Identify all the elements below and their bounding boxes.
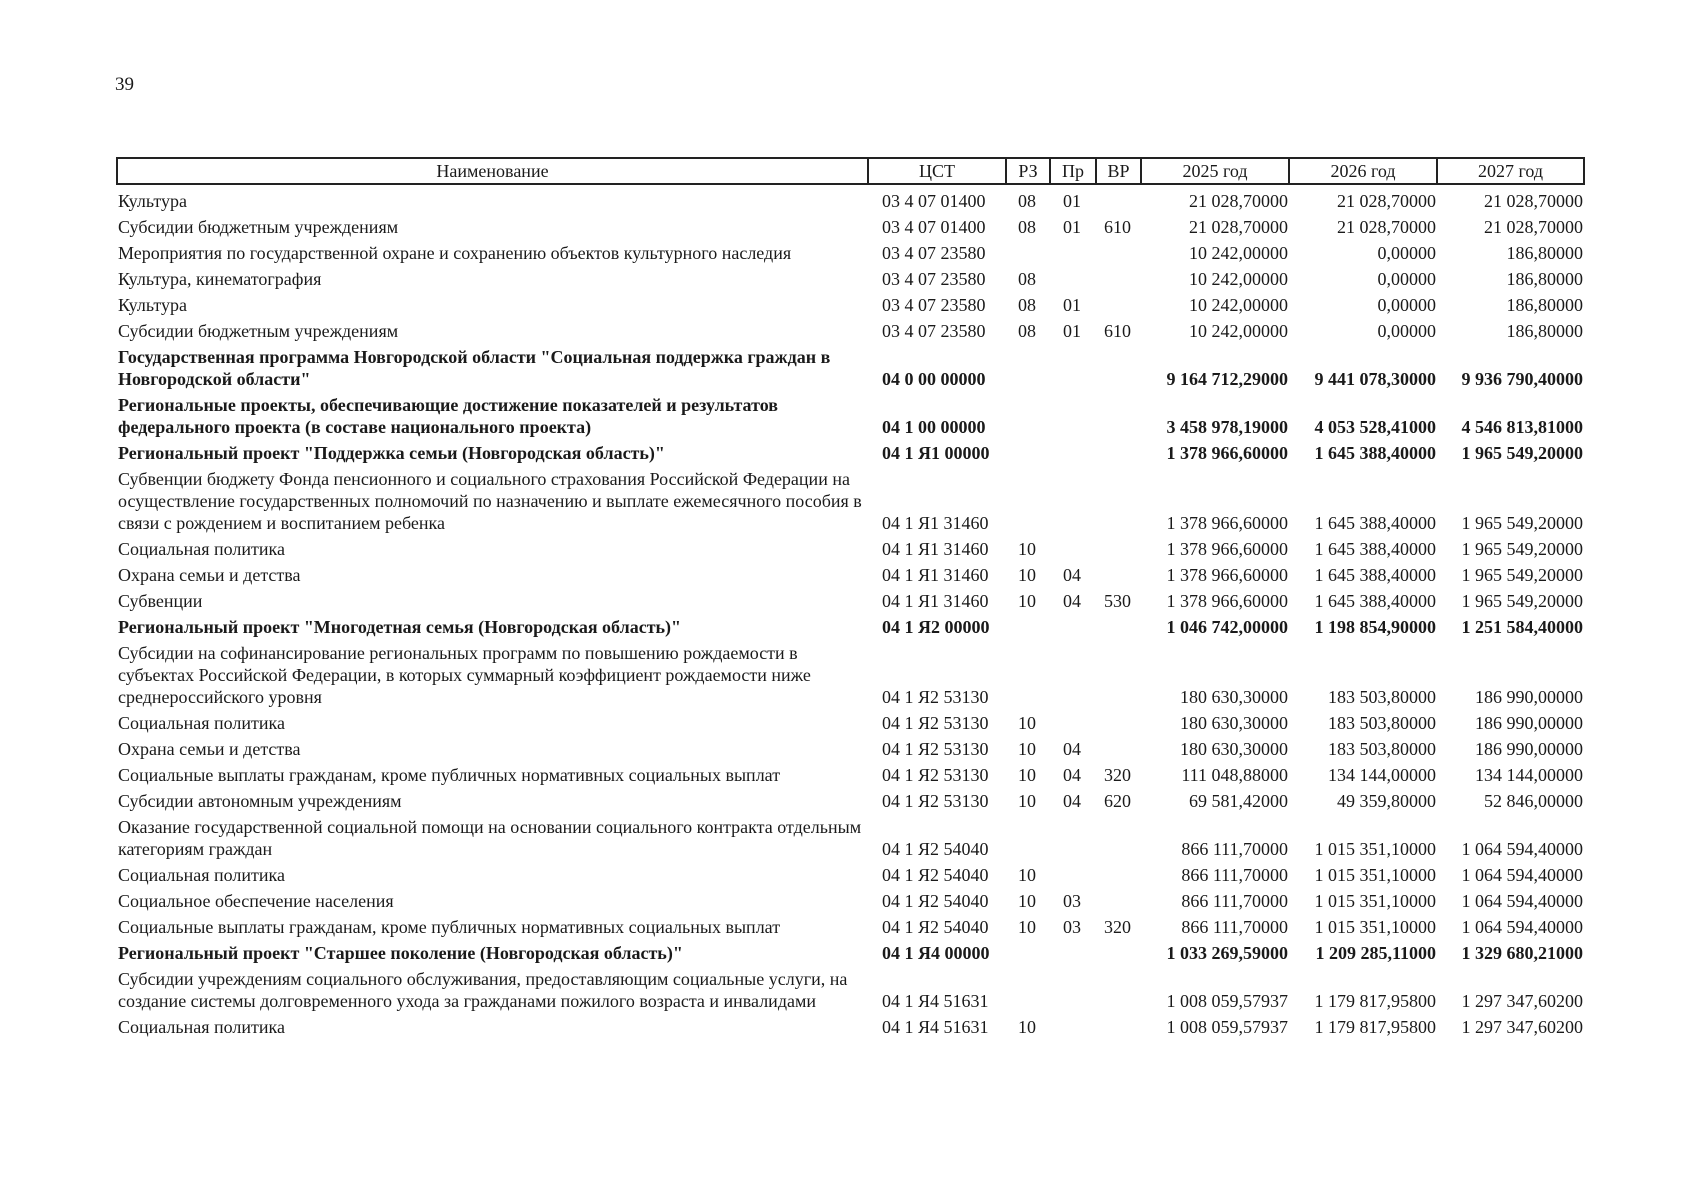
- row-name-cell: Социальные выплаты гражданам, кроме публичных нормативных социальных выплат: [118, 765, 781, 785]
- row-2026-cell: 1 645 388,40000: [1314, 513, 1436, 533]
- row-pr-cell: [1050, 392, 1096, 440]
- row-vr-cell: [1096, 240, 1141, 266]
- row-pr-cell: 04: [1063, 565, 1081, 585]
- row-2025-cell: 1 378 966,60000: [1166, 591, 1288, 611]
- row-cst-cell: 04 1 Я2 53130: [882, 791, 989, 811]
- row-pr-cell: [1050, 344, 1096, 392]
- row-2027-cell: 1 965 549,20000: [1461, 591, 1583, 611]
- header-rz: РЗ: [1006, 158, 1050, 184]
- row-cst-cell: 04 1 Я2 53130: [882, 739, 989, 759]
- row-pr-cell: [1050, 966, 1096, 1014]
- row-rz-cell: 10: [1018, 565, 1036, 585]
- row-2027-cell: 1 064 594,40000: [1461, 865, 1583, 885]
- row-vr-cell: [1096, 710, 1141, 736]
- row-vr-cell: [1096, 888, 1141, 914]
- row-name-cell: Социальная политика: [118, 539, 285, 559]
- row-rz-cell: [1006, 392, 1050, 440]
- row-2025-cell: 3 458 978,19000: [1166, 417, 1288, 437]
- row-name-cell: Субсидии автономным учреждениям: [118, 791, 402, 811]
- row-2025-cell: 1 378 966,60000: [1166, 565, 1288, 585]
- row-2027-cell: 1 064 594,40000: [1461, 839, 1583, 859]
- row-pr-cell: [1050, 266, 1096, 292]
- row-2025-cell: 10 242,00000: [1189, 321, 1288, 341]
- row-2025-cell: 866 111,70000: [1181, 891, 1288, 911]
- table-row: [117, 214, 1584, 240]
- row-vr-cell: 530: [1104, 591, 1131, 611]
- row-pr-cell: [1050, 536, 1096, 562]
- row-2027-cell: 186 990,00000: [1475, 713, 1583, 733]
- row-name-cell: Социальное обеспечение населения: [118, 891, 394, 911]
- header-2027: 2027 год: [1437, 158, 1584, 184]
- row-2025-cell: 180 630,30000: [1180, 687, 1288, 707]
- row-vr-cell: 320: [1104, 765, 1131, 785]
- row-cst-cell: 04 1 Я4 51631: [882, 1017, 989, 1037]
- row-cst-cell: 04 1 Я2 53130: [882, 765, 989, 785]
- row-vr-cell: [1096, 1014, 1141, 1040]
- row-2025-cell: 1 378 966,60000: [1166, 539, 1288, 559]
- row-vr-cell: [1096, 292, 1141, 318]
- row-2026-cell: 21 028,70000: [1337, 217, 1436, 237]
- row-2026-cell: 1 198 854,90000: [1314, 617, 1436, 637]
- row-vr-cell: 620: [1104, 791, 1131, 811]
- row-cst-cell: 03 4 07 23580: [882, 243, 986, 263]
- row-vr-cell: [1096, 736, 1141, 762]
- row-cst-cell: 04 1 Я2 00000: [882, 617, 990, 637]
- row-name-cell: Охрана семьи и детства: [118, 739, 301, 759]
- row-pr-cell: 04: [1063, 791, 1081, 811]
- row-rz-cell: [1006, 966, 1050, 1014]
- row-cst-cell: 04 1 00 00000: [882, 417, 986, 437]
- row-rz-cell: [1006, 614, 1050, 640]
- table-row: [117, 292, 1584, 318]
- row-2027-cell: 186,80000: [1506, 243, 1583, 263]
- table-row: [117, 862, 1584, 888]
- table-row: [117, 614, 1584, 640]
- row-rz-cell: 08: [1018, 217, 1036, 237]
- row-2025-cell: 21 028,70000: [1189, 191, 1288, 211]
- row-pr-cell: 04: [1063, 591, 1081, 611]
- row-vr-cell: [1096, 536, 1141, 562]
- row-name-cell: Государственная программа Новгородской области "Социальная поддержка граждан в Новгородской области": [118, 347, 831, 389]
- page-number: 39: [115, 74, 134, 95]
- row-2026-cell: 0,00000: [1377, 321, 1436, 341]
- row-pr-cell: [1050, 814, 1096, 862]
- row-name-cell: Региональный проект "Поддержка семьи (Новгородская область)": [118, 443, 665, 463]
- row-vr-cell: [1096, 466, 1141, 536]
- row-name-cell: Мероприятия по государственной охране и сохранению объектов культурного наследия: [118, 243, 792, 263]
- table-row: [117, 392, 1584, 440]
- row-pr-cell: 01: [1063, 191, 1081, 211]
- row-name-cell: Оказание государственной социальной помощи на основании социального контракта отдельным категориям граждан: [118, 817, 862, 859]
- row-name-cell: Социальная политика: [118, 865, 285, 885]
- row-2026-cell: 183 503,80000: [1328, 687, 1436, 707]
- row-pr-cell: 01: [1063, 217, 1081, 237]
- row-pr-cell: [1050, 862, 1096, 888]
- header-2026: 2026 год: [1289, 158, 1437, 184]
- row-2026-cell: 0,00000: [1377, 269, 1436, 289]
- table-row: [117, 762, 1584, 788]
- row-2026-cell: 21 028,70000: [1337, 191, 1436, 211]
- row-cst-cell: 04 1 Я1 00000: [882, 443, 990, 463]
- row-2025-cell: 180 630,30000: [1180, 713, 1288, 733]
- table-row: [117, 1014, 1584, 1040]
- row-vr-cell: 320: [1104, 917, 1131, 937]
- row-rz-cell: [1006, 440, 1050, 466]
- row-2026-cell: 1 209 285,11000: [1315, 943, 1436, 963]
- row-rz-cell: 10: [1018, 739, 1036, 759]
- row-2026-cell: 1 015 351,10000: [1314, 839, 1436, 859]
- row-name-cell: Субвенции бюджету Фонда пенсионного и социального страхования Российской Федерации на осуществление государственных полномочий по назначению и выплате ежемесячного пособия в связи с рождением и воспитанием ребенка: [118, 469, 862, 533]
- row-vr-cell: [1096, 344, 1141, 392]
- row-name-cell: Субсидии на софинансирование региональных программ по повышению рождаемости в субъектах Российской Федерации, в которых суммарный коэффициент рождаемости ниже среднероссийского уровня: [118, 643, 811, 707]
- row-pr-cell: 03: [1063, 917, 1081, 937]
- row-cst-cell: 04 1 Я2 54040: [882, 865, 989, 885]
- row-rz-cell: 08: [1018, 321, 1036, 341]
- row-2026-cell: 0,00000: [1377, 243, 1436, 263]
- row-rz-cell: 10: [1018, 791, 1036, 811]
- row-2027-cell: 186 990,00000: [1475, 739, 1583, 759]
- row-vr-cell: [1096, 640, 1141, 710]
- row-2025-cell: 1 378 966,60000: [1166, 443, 1288, 463]
- row-cst-cell: 04 1 Я2 54040: [882, 917, 989, 937]
- budget-table: [116, 157, 1585, 1040]
- table-row: [117, 562, 1584, 588]
- row-2026-cell: 1 645 388,40000: [1314, 565, 1436, 585]
- row-vr-cell: [1096, 184, 1141, 214]
- row-rz-cell: 10: [1018, 1017, 1036, 1037]
- row-2027-cell: 1 329 680,21000: [1461, 943, 1583, 963]
- table-row: [117, 640, 1584, 710]
- row-pr-cell: [1050, 640, 1096, 710]
- row-cst-cell: 03 4 07 01400: [882, 191, 986, 211]
- row-name-cell: Субсидии учреждениям социального обслуживания, предоставляющим социальные услуги, на создание системы долговременного ухода за гражданами пожилого возраста и инвалидами: [118, 969, 848, 1011]
- row-cst-cell: 04 1 Я2 53130: [882, 687, 989, 707]
- row-2025-cell: 10 242,00000: [1189, 295, 1288, 315]
- row-2027-cell: 1 064 594,40000: [1461, 891, 1583, 911]
- row-2026-cell: 1 645 388,40000: [1314, 443, 1436, 463]
- row-2027-cell: 21 028,70000: [1484, 217, 1583, 237]
- row-2026-cell: 1 015 351,10000: [1314, 865, 1436, 885]
- row-cst-cell: 03 4 07 23580: [882, 295, 986, 315]
- row-pr-cell: [1050, 466, 1096, 536]
- row-2027-cell: 186,80000: [1506, 295, 1583, 315]
- row-pr-cell: [1050, 614, 1096, 640]
- row-rz-cell: 10: [1018, 539, 1036, 559]
- row-2025-cell: 180 630,30000: [1180, 739, 1288, 759]
- row-rz-cell: [1006, 466, 1050, 536]
- table-row: [117, 940, 1584, 966]
- row-2025-cell: 111 048,88000: [1181, 765, 1288, 785]
- row-vr-cell: [1096, 814, 1141, 862]
- row-2026-cell: 1 645 388,40000: [1314, 539, 1436, 559]
- row-name-cell: Субвенции: [118, 591, 203, 611]
- row-cst-cell: 03 4 07 01400: [882, 217, 986, 237]
- row-2026-cell: 1 645 388,40000: [1314, 591, 1436, 611]
- row-2026-cell: 1 179 817,95800: [1314, 1017, 1436, 1037]
- row-2027-cell: 21 028,70000: [1484, 191, 1583, 211]
- row-2025-cell: 10 242,00000: [1189, 243, 1288, 263]
- row-2025-cell: 866 111,70000: [1181, 917, 1288, 937]
- row-2027-cell: 52 846,00000: [1484, 791, 1583, 811]
- row-pr-cell: [1050, 710, 1096, 736]
- row-rz-cell: 08: [1018, 191, 1036, 211]
- row-pr-cell: [1050, 1014, 1096, 1040]
- row-vr-cell: [1096, 940, 1141, 966]
- table-row: [117, 914, 1584, 940]
- table-row: [117, 966, 1584, 1014]
- row-2027-cell: 1 297 347,60200: [1461, 991, 1583, 1011]
- table-row: [117, 710, 1584, 736]
- row-vr-cell: [1096, 392, 1141, 440]
- table-row: [117, 440, 1584, 466]
- row-cst-cell: 04 1 Я1 31460: [882, 513, 989, 533]
- row-2025-cell: 1 033 269,59000: [1166, 943, 1288, 963]
- row-vr-cell: [1096, 614, 1141, 640]
- row-2026-cell: 183 503,80000: [1328, 713, 1436, 733]
- row-rz-cell: 10: [1018, 713, 1036, 733]
- row-name-cell: Субсидии бюджетным учреждениям: [118, 217, 399, 237]
- row-2027-cell: 1 965 549,20000: [1461, 443, 1583, 463]
- row-rz-cell: 10: [1018, 765, 1036, 785]
- row-2027-cell: 1 297 347,60200: [1461, 1017, 1583, 1037]
- row-cst-cell: 04 1 Я2 54040: [882, 891, 989, 911]
- table-row: [117, 318, 1584, 344]
- row-vr-cell: [1096, 562, 1141, 588]
- row-2027-cell: 186,80000: [1506, 269, 1583, 289]
- row-pr-cell: 04: [1063, 765, 1081, 785]
- table-row: [117, 344, 1584, 392]
- table-row: [117, 266, 1584, 292]
- row-2025-cell: 9 164 712,29000: [1166, 369, 1288, 389]
- row-cst-cell: 03 4 07 23580: [882, 321, 986, 341]
- row-name-cell: Субсидии бюджетным учреждениям: [118, 321, 399, 341]
- row-name-cell: Культура, кинематография: [118, 269, 322, 289]
- header-vr: ВР: [1096, 158, 1141, 184]
- row-rz-cell: 10: [1018, 917, 1036, 937]
- row-cst-cell: 04 1 Я4 00000: [882, 943, 990, 963]
- row-2027-cell: 9 936 790,40000: [1461, 369, 1583, 389]
- row-pr-cell: [1050, 940, 1096, 966]
- row-2026-cell: 0,00000: [1377, 295, 1436, 315]
- row-cst-cell: 04 1 Я2 54040: [882, 839, 989, 859]
- row-rz-cell: 08: [1018, 269, 1036, 289]
- row-vr-cell: 610: [1104, 217, 1131, 237]
- table-row: [117, 536, 1584, 562]
- row-vr-cell: [1096, 862, 1141, 888]
- row-pr-cell: 03: [1063, 891, 1081, 911]
- table-row: [117, 736, 1584, 762]
- row-2026-cell: 9 441 078,30000: [1314, 369, 1436, 389]
- row-vr-cell: [1096, 966, 1141, 1014]
- row-name-cell: Культура: [118, 191, 187, 211]
- header-2025: 2025 год: [1141, 158, 1289, 184]
- row-cst-cell: 04 1 Я1 31460: [882, 539, 989, 559]
- row-rz-cell: [1006, 240, 1050, 266]
- row-cst-cell: 03 4 07 23580: [882, 269, 986, 289]
- row-pr-cell: 04: [1063, 739, 1081, 759]
- row-rz-cell: 10: [1018, 865, 1036, 885]
- row-2025-cell: 1 008 059,57937: [1166, 991, 1288, 1011]
- row-2027-cell: 134 144,00000: [1475, 765, 1583, 785]
- row-2027-cell: 1 251 584,40000: [1461, 617, 1583, 637]
- row-name-cell: Охрана семьи и детства: [118, 565, 301, 585]
- row-rz-cell: [1006, 640, 1050, 710]
- table-body: [117, 184, 1584, 1040]
- row-2025-cell: 10 242,00000: [1189, 269, 1288, 289]
- row-2027-cell: 1 064 594,40000: [1461, 917, 1583, 937]
- row-2026-cell: 1 015 351,10000: [1314, 891, 1436, 911]
- header-name: Наименование: [117, 158, 868, 184]
- table-row: [117, 788, 1584, 814]
- table-row: [117, 184, 1584, 214]
- row-2026-cell: 1 015 351,10000: [1314, 917, 1436, 937]
- table-header-row: [117, 158, 1584, 184]
- row-name-cell: Региональный проект "Многодетная семья (Новгородская область)": [118, 617, 682, 637]
- row-2027-cell: 1 965 549,20000: [1461, 539, 1583, 559]
- row-rz-cell: [1006, 940, 1050, 966]
- row-2026-cell: 1 179 817,95800: [1314, 991, 1436, 1011]
- table-row: [117, 814, 1584, 862]
- row-rz-cell: 10: [1018, 891, 1036, 911]
- row-rz-cell: 10: [1018, 591, 1036, 611]
- row-vr-cell: 610: [1104, 321, 1131, 341]
- row-2027-cell: 186 990,00000: [1475, 687, 1583, 707]
- row-pr-cell: [1050, 440, 1096, 466]
- table-row: [117, 888, 1584, 914]
- row-cst-cell: 04 1 Я1 31460: [882, 565, 989, 585]
- row-2025-cell: 866 111,70000: [1181, 839, 1288, 859]
- row-name-cell: Региональные проекты, обеспечивающие достижение показателей и результатов федерального проекта (в составе национального проекта): [118, 395, 778, 437]
- row-name-cell: Региональный проект "Старшее поколение (Новгородская область)": [118, 943, 683, 963]
- row-2027-cell: 4 546 813,81000: [1461, 417, 1583, 437]
- row-name-cell: Социальные выплаты гражданам, кроме публичных нормативных социальных выплат: [118, 917, 781, 937]
- row-2025-cell: 866 111,70000: [1181, 865, 1288, 885]
- row-2026-cell: 4 053 528,41000: [1314, 417, 1436, 437]
- row-cst-cell: 04 1 Я1 31460: [882, 591, 989, 611]
- row-2027-cell: 186,80000: [1506, 321, 1583, 341]
- row-2025-cell: 1 046 742,00000: [1166, 617, 1288, 637]
- row-2025-cell: 69 581,42000: [1189, 791, 1288, 811]
- row-name-cell: Культура: [118, 295, 187, 315]
- row-2027-cell: 1 965 549,20000: [1461, 513, 1583, 533]
- row-cst-cell: 04 0 00 00000: [882, 369, 986, 389]
- row-name-cell: Социальная политика: [118, 713, 285, 733]
- row-2026-cell: 49 359,80000: [1337, 791, 1436, 811]
- row-2026-cell: 183 503,80000: [1328, 739, 1436, 759]
- row-pr-cell: 01: [1063, 321, 1081, 341]
- row-vr-cell: [1096, 440, 1141, 466]
- row-name-cell: Социальная политика: [118, 1017, 285, 1037]
- table-row: [117, 588, 1584, 614]
- row-cst-cell: 04 1 Я2 53130: [882, 713, 989, 733]
- row-2025-cell: 1 008 059,57937: [1166, 1017, 1288, 1037]
- row-vr-cell: [1096, 266, 1141, 292]
- row-2027-cell: 1 965 549,20000: [1461, 565, 1583, 585]
- table-row: [117, 240, 1584, 266]
- row-rz-cell: [1006, 344, 1050, 392]
- table-row: [117, 466, 1584, 536]
- row-cst-cell: 04 1 Я4 51631: [882, 991, 989, 1011]
- row-pr-cell: 01: [1063, 295, 1081, 315]
- row-rz-cell: 08: [1018, 295, 1036, 315]
- row-2025-cell: 1 378 966,60000: [1166, 513, 1288, 533]
- header-cst: ЦСТ: [868, 158, 1006, 184]
- row-rz-cell: [1006, 814, 1050, 862]
- header-pr: Пр: [1050, 158, 1096, 184]
- row-2025-cell: 21 028,70000: [1189, 217, 1288, 237]
- row-2026-cell: 134 144,00000: [1328, 765, 1436, 785]
- row-pr-cell: [1050, 240, 1096, 266]
